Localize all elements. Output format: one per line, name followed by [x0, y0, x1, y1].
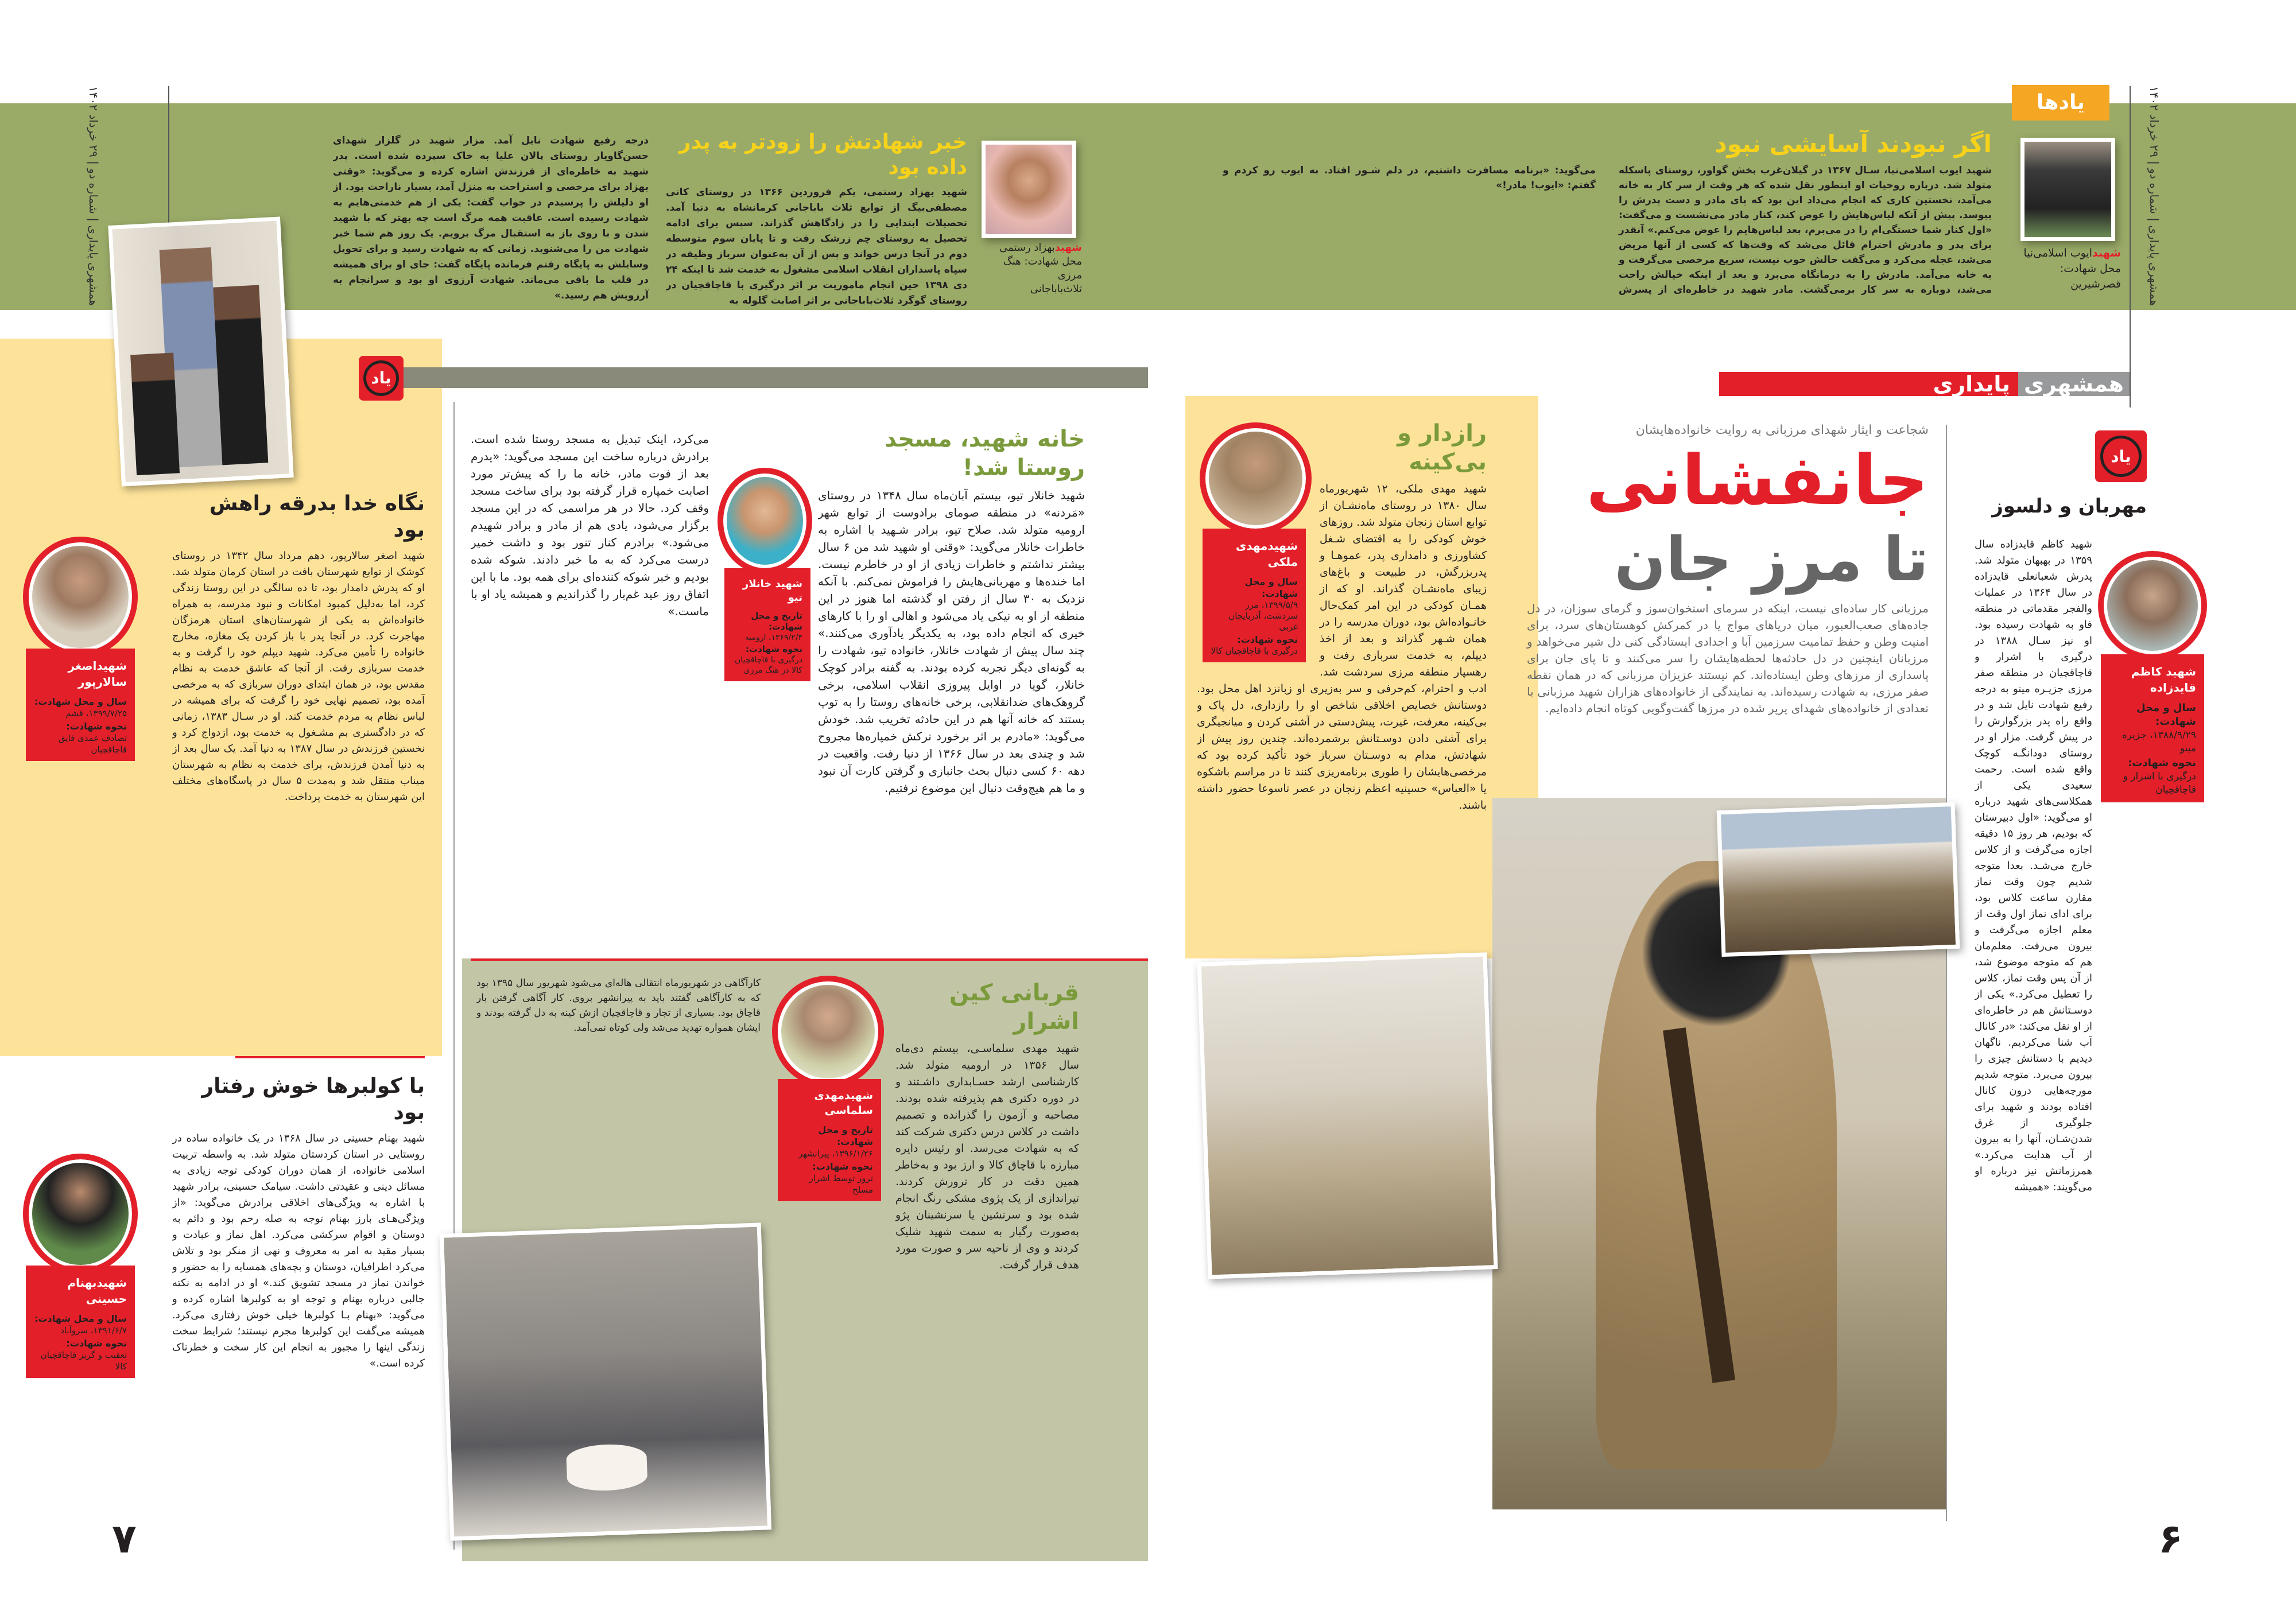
- cake: [566, 1443, 648, 1492]
- hosseini-red-rule: [235, 1056, 425, 1058]
- family-photo: [108, 216, 293, 486]
- feature-title-grey: تا مرز جان: [1614, 525, 1929, 595]
- qaidzadeh-portrait: [2098, 551, 2207, 660]
- salmasi-portrait: [772, 976, 884, 1088]
- yadha-tag: یادها: [2012, 85, 2109, 121]
- bahzad-caption: شهیدبهزاد رستمی محل شهادت: هنگ مرزی ثلاث‌باباجانی: [999, 242, 1082, 295]
- bahzad-article: [666, 130, 967, 311]
- page-number-right: ۶: [2158, 1515, 2183, 1562]
- salarpour-card: شهیداصغر سالارپور سال و محل شهادت: ۱۳۹۹/۷/۲۵، قشم نحوه شهادت: تصادف عمدی قایق قاچاقچیان: [26, 649, 135, 761]
- yad-badge-left: یاد: [359, 356, 404, 401]
- maleki-body: شهید مهدی ملکی، ۱۲ شهریورماه سال ۱۳۸۰ در روستای ماه‌نشـان از توابع استان زنجان متولد شد. روزهای خوش کودکی را به اقتضای شـغل کشاورزی و دامداری پدر، عموهـا و پدربزرگش، در طبیعت و باغ‌های زیبای ماه‌نشـان گذراند. او که از همـان کودکی در این امر کمک‌حال خانـواده‌اش بود، دوران مدرسه را در همان شـهر گذراند و بعد از اخذ دیپلم، به خدمت سربازی رفت و رهسپار منطقه مرزی سردشت شد. ادب و احترام، کم‌حرفی و سر به‌زیری او زبانزد اهل محل بود. دوستانش خصایص اخلاقی شاخص او را رازداری، دل پاک و بی‌کینه، معرفت، غیرت، پیش‌دستی در آشتی کردن و میانجیگری برای آشتی دادن دوسـتانش برشمرده‌اند. چندین روز پیش از شهادتش، مدام به دوسـتان سرباز خود تأکید کرده بود که مرخصی‌هایشان را طوری برنامه‌ریزی کنند تا در مراسم باشکوه یا «العباس» حسینیه اعظم زنجان در عصر تاسوعا حضور داشته باشند.: [1197, 483, 1487, 812]
- bahzad-photo: [982, 141, 1076, 238]
- bahzad-body-continued: درجه رفیع شهادت نایل آمد. مزار شهید در گلزار شهدای حسن‌گاویار روستای پالان علیا به خاک سپرده شده است. پدر شهید به خاطره‌ای از فرزندش اشاره کرده و می‌گوید: «وقتی بهزاد برای مرخصی و استراحت به منزل آمد، بسیار ناراحت بود. از او دلیلش را پرسیدم در جواب گفت: یکی از هم خدمتی‌هایم به شهادت رسیده است. عاقبت همه مرگ است چه بهتر که با شهید شدن و با روی باز به استقبال مرگ برویم. یک روز هم شما خبر شهادت من را می‌شنوید. زمانی که به شهادت رسید و برای تحویل وسایلش به پایگاه رفتم فرمانده پایگاه گفت: جای او برای همیشه در قلب ما باقی می‌ماند. شهادت آرزوی او بود و سرانجام به آرزویش هم رسید.»: [333, 135, 649, 301]
- bahzad-body: شهید بهزاد رستمی، یکم فروردین ۱۳۶۶ در روستای کانی مصطفی‌بیگ از توابع ثلاث باباجانی کرمانشاه به دنیا آمد. تحصیلات ابتدایی را در زادگاهش گذراند. سپس برای ادامه تحصیل به روستای چم زرشک رفت و تا پایان سوم متوسطه دوم در آنجا درس خواند و پس از آن به‌عنوان سرباز وظیفه در سپاه پاسداران انقلاب اسلامی مشغول به خدمت شد تا اینکه ۲۴ دی ۱۳۹۸ حین انجام ماموریت بر اثر درگیری با قاچاقچیان در روستای گوگرد ثلاث‌باباجانی بر اثر اصابت گلوله به: [666, 187, 967, 306]
- maleki-headline: رازدار و بی‌کینه: [1397, 420, 1487, 475]
- salarpour-article: [172, 491, 425, 1027]
- qaidzadeh-headline: مهربان و دلسوز: [1992, 495, 2147, 518]
- left-grey-bar: [367, 367, 1148, 388]
- children-cake-photo: [440, 1222, 771, 1540]
- maleki-photo-box: [1197, 422, 1312, 662]
- salmasi-headline: قربانی کین اشرار: [949, 980, 1079, 1035]
- salmasi-body: شهید مهدی سلماسـی، بیستم دی‌ماه سال ۱۳۵۶ در ارومیه متولد شد. کارشناسی ارشد حسـابداری داشـتند و در دوره دکتری هم پذیرفته شده بودند. مصاحبه و آزمون را گذرانده و تصمیم داشت در کلاس درس دکتری شرکت کند که به شهادت می‌رسد. او رئیس دایره مبارزه با قاچاق کالا و ارز بود و به‌خاطر همین دقت در کار ترورش کردند. تیراندازی از یک پژوی مشکی رنگ انجام شده بود و سرنشین یا سرنشینان پژو به‌صورت رگبار به سمت شهید شلیک کردند و وی از ناحیه سر و صورت مورد هدف قرار گرفت.: [895, 1042, 1079, 1271]
- feature-title-red: جانفشانی: [1586, 441, 1929, 521]
- salarpour-body: شهید اصغر سالارپور، دهم مرداد سال ۱۳۴۲ در روستای کوشک از توابع شهرستان بافت در استان کرمان متولد شد. او که پدرش دامدار بود، تا ده سالگی در این روستا زندگی کرد، اما به‌دلیل کمبود امکانات و نبود مدرسه، به همراه خانواده‌اش به یکی از شهرستان‌های استان هرمزگان مهاجرت کرد. در آنجا پدر با باز کردن یک مغازه، مخارج خانواده را تأمین می‌کرد. شهید دیپلم خود را گرفت و به خدمت سربازی رفت. از آنجا که عاشق خدمت به نظام مقدس بود، در همان ابتدای دوران سربازی که به مرخصی آمده بود، تصمیم نهایی خود را گرفت که برای همیشه در لباس نظام به مردم خدمت کند. او در سـال ۱۳۸۳، زمانی که در دادگستری بم مشـغول به خدمت بود، ازدواج کرد و نخستین فرزندش در سال ۱۳۸۷ به دنیا آمد. یک سال بعد از به دنیا آمدن فرزندش، برای خدمت به نظام به شهرستان میناب منتقل شد و به‌مدت ۵ سال در پاسگاه‌های مختلف این شهرستان به خدمت پرداخت.: [172, 550, 425, 803]
- ayoub-headline: اگر نبودند آسایشی نبود: [1715, 130, 1992, 158]
- bahzad-headline: خبر شهادتش را زودتر به پدر داده بود: [678, 130, 967, 179]
- qaidzadeh-body: شهید کاظم قایدزاده سال ۱۳۵۹ در بهبهان متولد شد. پدرش شعبانعلی قایدزاده در سال ۱۳۶۴ در عملیات والفجر مقدماتی در منطقه فاو به شهادت رسیده بود. او نیز سـال ۱۳۸۸ در درگیری با اشرار و قاچاقچیان در منطقه صفر مرزی جزیـره مینو به درجه رفیع شهادت نایل شد و در واقع راه پدر بزرگوارش را در پیش گرفت. مزار او در روستای دودانگـه کوچک واقع شده است. رحمت سعیدی یکی از همکلاسی‌های شهید درباره او می‌گوید: «اول دبیرستان که بودیم، هر روز ۱۵ دقیقه اجازه می‌گرفت و از کلاس خارج می‌شـد. بعدا متوجه شدیم چون وقت نماز مقارن ساعت کلاس بود، برای ادای نماز اول وقت از معلم اجازه می‌گرفت و بیرون می‌رفت. معلم‌مان هم که متوجه موضوع شد، از آن پس وقت نماز، کلاس را تعطیل می‌کرد.» یکی از دوسـتانش هم در خاطره‌ای از او نقل می‌کند: «در کانال آب شنا می‌کردیم. ناگهان دیدیم با دستانش چیزی را بیرون می‌برد. متوجه شدیم مورچه‌هایی درون کانال افتاده بودند و شهید برای جلوگیری از غرق شدن‌شـان، آنها را به بیرون از آب هدایت می‌کرد.» همرزمانش نیز درباره او می‌گویند: «همیشه: [1975, 538, 2092, 1193]
- hosseini-card: شهیدبهنام حسینی سال و محل شهادت: ۱۳۹۱/۶/۷، سروآباد نحوه شهادت: تعقیب و گریز قاچاقچیان کالا: [26, 1266, 135, 1378]
- maleki-portrait: [1200, 422, 1312, 534]
- ayoub-caption: شهیدایوب اسلامی‌نیا محل شهادت: قصرشیرین: [2023, 247, 2121, 290]
- hosseini-headline: با کولبرها خوش رفتار بود: [201, 1074, 425, 1124]
- hosseini-body: شهید بهنام حسینی در سال ۱۳۶۸ در یک خانواده ساده در روستایی در استان کردستان متولد شد. به واسطه تربیت اسلامی خانواده، از همان دوران کودکی توجه زیادی به مسائل دینی و عقیدتی داشت. سیامک حسینی، برادر شهید با اشاره به ویژگی‌های اخلاقی برادرش می‌گوید: «از ویژگی‌هـای بارز بهنام توجه به صله رحم بود و دائم به دوستان و اقوام سرکشی می‌کرد. اهل نماز و عبادت و بسیار مقید به امر به معروف و نهی از منکر بود و تلاش می‌کرد اطرافیان، دوستان و بچه‌های همسایه را به حضور و خواندن نماز در مسجد تشویق کند.» او در ادامه به نکته جالبی درباره بهنام و توجه او به کولبرها اشاره کرده و می‌گوید: «بهنام بـا کولبرها خیلی خوش رفتاری می‌کرد. همیشه می‌گفت این کولبرها مجرم نیستند؛ شرایط سخت زندگی اینها را مجبور به انجام این کار سخت و خطرناک کرده است.»: [172, 1132, 425, 1369]
- salmasi-article: [895, 979, 1079, 1547]
- khanlar-portrait: [718, 468, 812, 574]
- border-patrol-photo: [1197, 952, 1498, 1279]
- salarpour-portrait: [23, 537, 138, 657]
- page-number-left: ۷: [112, 1515, 137, 1562]
- right-column-rule: [1946, 425, 1947, 1521]
- feature-title-block: [1527, 422, 1929, 717]
- ayoub-photo: [2020, 138, 2115, 241]
- section-banner: همشهری پایداری: [1719, 372, 2130, 396]
- salmasi-red-rule: [471, 958, 1148, 961]
- khanlar-headline: خانه شهید، مسجد روستا شد!: [885, 426, 1085, 481]
- hosseini-article: [172, 1073, 425, 1547]
- qaidzadeh-card: شهید کاظم قایدزاده سال و محل شهادت: ۱۳۸۸/۹/۲۹، جزیره مینو نحوه شهادت: درگیری با اشرار و قاچاقچیان: [2101, 654, 2204, 802]
- salarpour-headline: نگاه خدا بدرقه راهش بود: [209, 492, 425, 542]
- feature-kicker: شجاعت و ایثار شهدای مرزبانی به روایت خانواده‌هایشان: [1635, 423, 1929, 437]
- feature-intro: مرزبانی کار ساده‌ای نیست، اینکه در سرمای استخوان‌سوز و گرمای سوزان، در دل جاده‌های صعب‌العبور، میان دریاهای مواج یا در کمرکش کوهستان‌های سرد، برای امنیت وطن و حفظ تمامیت سرزمین آبا و اجدادی ایستادگی کنی دل شیر می‌خواهد و مرزبانان اینچنین در دل حادثه‌ها لحظه‌هایشان را سر می‌کنند و تا پای جان برای پاسداری از مرزهای وطن ایستاده‌اند. کم نیستند عزیزان مرزبانی که در همان نقطه صفر مرزی، به شهادت رسیده‌اند. به نمایندگی از خانواده‌های هزاران شهید مرزبانی با تعدادی از خانواده‌های شهدای پرپر شده در مرزها گفت‌وگویی کوتاه انجام داده‌ایم.: [1527, 601, 1929, 715]
- maleki-card: شهیدمهدی ملکی سال و محل شهادت: ۱۳۹۹/۵/۹، مرز سردشت، آذربایجان غربی نحوه شهادت: درگیری با قاچاقچیان کالا: [1203, 529, 1306, 662]
- hosseini-portrait: [23, 1154, 138, 1274]
- salmasi-body-continued: کارآگاهی در شهریورماه انتقالی هاله‌ای می‌شود شهریور سال ۱۳۹۵ بود که به کارآگاهی گفتند باید به پیرانشهر بروی. کار آگاهی گرفتن بار قاچاق بود. بسیاری از تجار و قاچاقچیان ازش کینه به دل گرفته بودند و ایشان همواره تهدید می‌شد ولی کوتاه نمی‌آمد.: [476, 977, 761, 1034]
- khanlar-card: شهید خانلار تیو تاریخ و محل شهادت: ۱۳۶۹/۲/۴، ارومیه نحوه شهادت: درگیری با قاچاقچیان کالا در هنگ مرزی: [724, 568, 810, 681]
- right-strip-rule: [2130, 86, 2131, 407]
- maleki-article: [1197, 419, 1487, 938]
- left-masthead-strip: همشهری پایداری | شماره دو | ۲۹ خرداد ۱۴۰۲: [87, 86, 100, 306]
- yad-badge-right: یاد: [2095, 430, 2147, 482]
- funeral-photo: [1717, 802, 1960, 957]
- salmasi-card: شهیدمهدی سلماسی تاریخ و محل شهادت: ۱۳۹۶/۱/۲۶، پیرانشهر نحوه شهادت: ترور توسط اشرار مسلح: [778, 1079, 881, 1201]
- khanlar-article: [818, 425, 1085, 936]
- ayoub-article: [1223, 130, 1992, 311]
- khanlar-body: شهید خانلار تیو، بیستم آبان‌ماه سال ۱۳۴۸ در روستای «مَردنه» در منطقه صومای برادوست از توابع شهر ارومیه متولد شد. صلاح تیو، برادر شـهید با اشاره به خاطرات خانلار می‌گوید: «وقتی او شهید شد من ۶ سال بیشتر نداشتم و خاطرات زیادی از او در خاطرم نیست. اما خنده‌ها و مهربانی‌هایش را فراموش نمی‌کنم. با آنکه نزدیک به ۳۰ سال از رفتن او گذشته اما هنوز در این منطقه از او به نیکی یاد می‌شود و اهالی او را با کارهای خیری که انجام داده بود، به یکدیگر یادآوری می‌کنند.» چند سال پیش از شهادت خانلار، خانواده تیو، شهادت را به گونه‌ای دیگر تجربه کرده بودند. به گفته برادر کوچک خانلار، گویا در اوایل پیروزی انقلاب اسلامی، برخی گروهک‌های ضدانقلابی، برخی خانه‌های روستا را به توپ بستند که خانه آنها هم در این حادثه تخریب شد. خودش می‌گوید: «مادرم بر اثر برخورد ترکش خمپاره‌ها مجروح شد و چندی بعد در سال ۱۳۶۶ از دنیا رفت. واقعیت در دهه ۶۰ کسی دنبال بحث جانبازی و گرفتن کارت آن نبود و ما هم هیچ‌وقت دنبال این موضوع نرفتیم.: [818, 488, 1085, 795]
- right-masthead-strip: همشهری پایداری | شماره دو | ۲۹ خرداد ۱۴۰۲: [2147, 86, 2161, 306]
- ayoub-body: شهید ایوب اسلامی‌نیا، سـال ۱۳۶۷ در گیلان‌غرب بخش گواور، روستای پاسکله متولد شد. درباره روحیات او اینطور نقل شده که هر وقت از سر کار به خانه می‌آمد، نخستین کاری که انجام می‌داد این بود که پای مادر و دست پدرش را ببوسد. پیش از آنکه لباس‌هایش را عوض کند، کنار مادر می‌نشست و می‌گفت: «اول کنار شما خستگی‌ام را در می‌برم، بعد لباس‌هایم را عوض می‌کنم.» آنقدر برای پدر و مادرش احترام قائل می‌شد که وقت‌ها که کسی از آنها مریض می‌شد، عجله می‌کرد و می‌گفت حالش خوب نیست، سریع مرخصی می‌گرفت و به خانه می‌آمد. مادرش را به درمانگاه می‌برد و بعد از اینکه خیالش راحت می‌شد، دوباره به سر کار برمی‌گشت. مادر شهید در خاطره‌ای از پسرش می‌گوید: «برنامه مسافرت داشتیم، در دلم شـور افتاد. به ایوب رو کردم و گفتم: «ایوب! مادر!»: [1223, 165, 1992, 296]
- khanlar-body-continued: می‌کرد، اینک تبدیل به مسجد روستا شده است. برادرش درباره ساخت این مسجد می‌گوید: «پدرم بعد از فوت مادر، خانه ما را که پیش‌تر مورد اصابت خمپاره قرار گرفته بود برای ساخت مسجد وقف کرد. حالا در هر مراسمی که در این مسجد برگزار می‌شود، یادی هم از مادر و برادر شهیدم می‌شود.» برادرم کنار تنور بود و داشت خمیر درست می‌کرد که به ما خبر دادند. شوکه شده بودیم و خبر شوکه کننده‌ای برای همه بود. ما با این اتفاق روز عید غم‌بار را گذراندیم و همیشه یاد او با ماست.»: [471, 432, 709, 618]
